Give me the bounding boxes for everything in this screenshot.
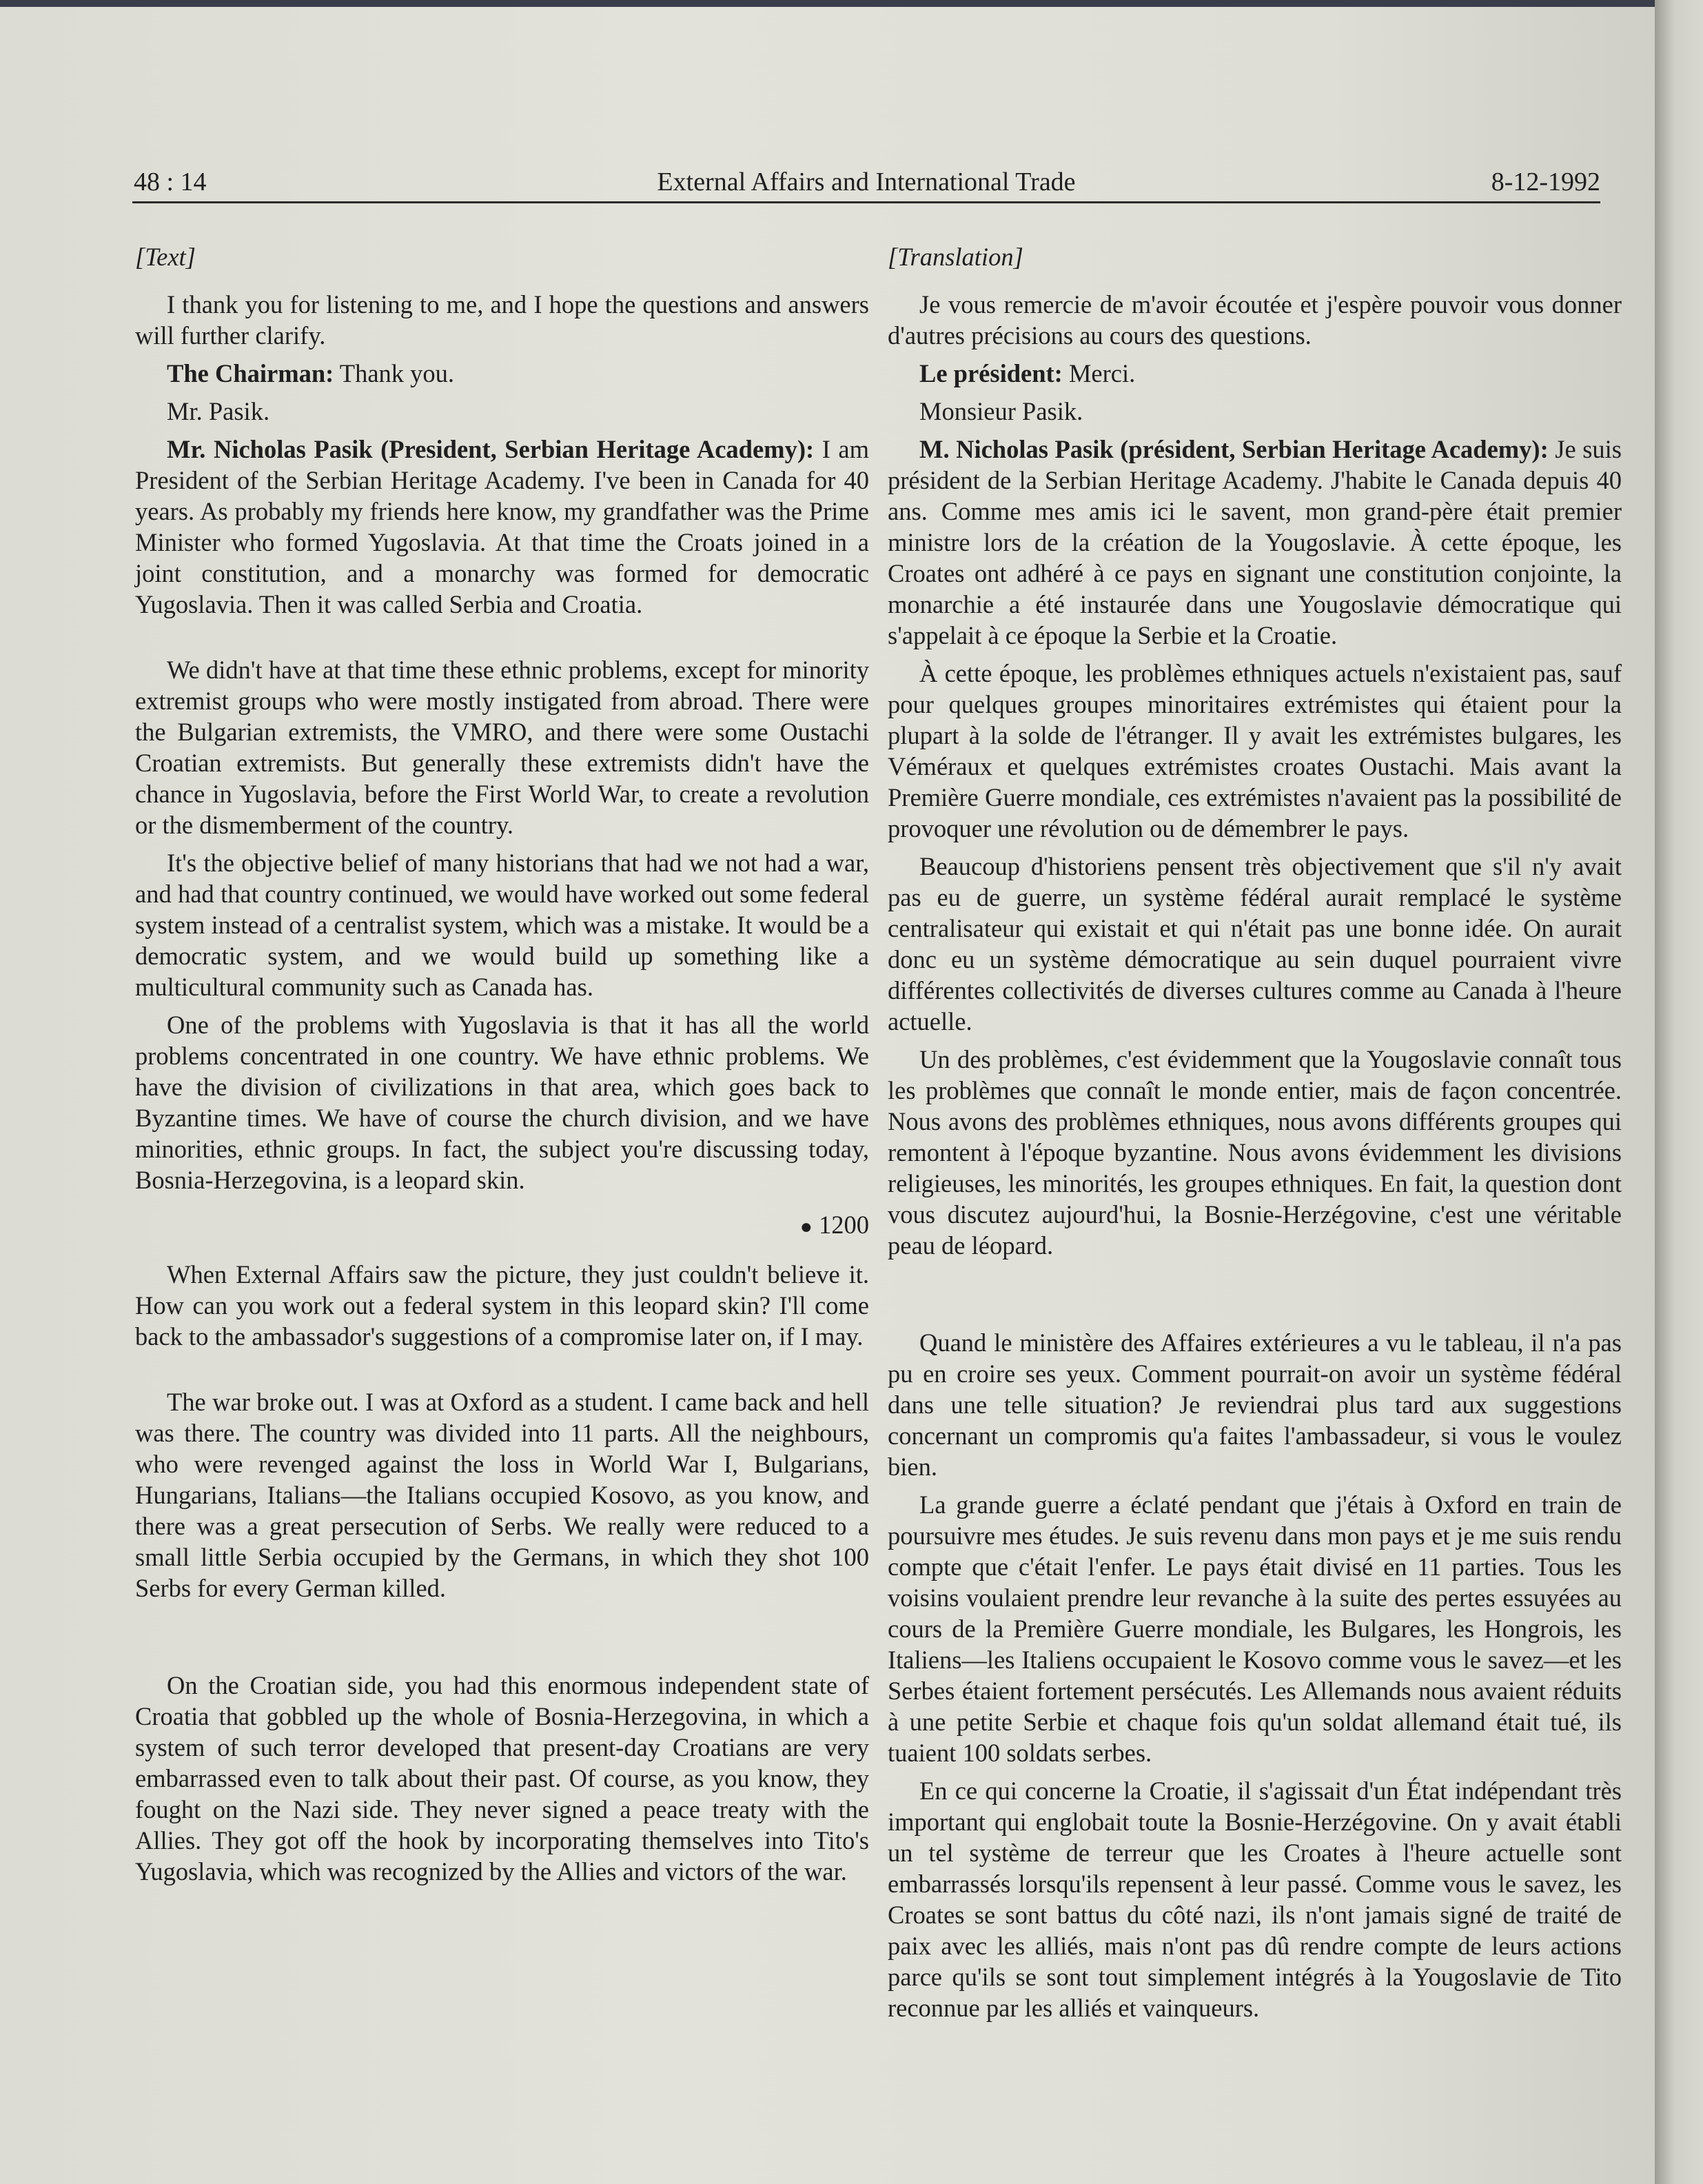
adjacent-page-edge [1655,0,1703,2184]
bullet-icon: ● [799,1215,813,1238]
paragraph [888,434,1622,651]
paragraph: Monsieur Pasik. [919,397,1083,425]
speech-text: I am President of the Serbian Heritage Academy. I've been in Canada for 40 years. As probably my friends here know, my grandfather was the Prime Minister who formed Yugoslavia. At that time the Croats joined in a joint constitution, and a monarchy was formed for democratic Yugoslavia. Then it was called Serbia and Croatia. [135,435,869,618]
translation-tag: [Translation] [888,243,1023,271]
paragraph: Quand le ministère des Affaires extérieures a vu le tableau, il n'a pas pu en croire ses yeux. Comment pourrait-on avoir un système fédéral dans une telle situation? Je reviendrai plus tard aux suggestions concernant un compromis qu'a faites l'ambassadeur, si vous le voulez bien. [888,1328,1622,1481]
paragraph: It's the objective belief of many historians that had we not had a war, and had that country continued, we would have worked out some federal system instead of a centralist system, which was a mistake. It would be a democratic system, and we would build up something like a multicultural community such as Canada has. [135,849,869,1001]
speech-text: Merci. [1062,359,1136,387]
header-date: 8-12-1992 [1491,168,1600,196]
paragraph: Mr. Pasik. [167,397,270,425]
speaker-name: M. Nicholas Pasik (président, Serbian Heritage Academy): [919,435,1549,463]
page-number: 48 : 14 [134,168,207,196]
paragraph: La grande guerre a éclaté pendant que j'étais à Oxford en train de poursuivre mes études. Je suis revenu dans mon pays et je me suis rendu compte que c'était l'enfer. Le pays était divisé en 11 parties. Tous les voisins voulaient prendre leur revanche à la suite des pertes essuyées au cours de la Première Guerre mondiale, les Bulgares, les Hongrois, les Italiens—les Italiens occupaient le Kosovo comme vous le savez—et les Serbes étaient fortement persécutés. Les Allemands nous avaient réduits à une petite Serbie et chaque fois qu'un soldat allemand était tué, ils tuaient 100 soldats serbes. [888,1490,1622,1767]
document-page [0,7,1658,2184]
speech-text: Je suis président de la Serbian Heritage Academy. J'habite le Canada depuis 40 ans. Comme mes amis ici le savent, mon grand-père était premier ministre lors de la création de la Yougoslavie. À cette époque, les Croates ont adhéré à ce pays en signant une constitution conjointe, la monarchie a été instaurée dans une Yougoslavie démocratique qui s'appelait à ce époque la Serbie et la Croatie. [888,435,1622,649]
paragraph: When External Affairs saw the picture, they just couldn't believe it. How can you work out a federal system in this leopard skin? I'll come back to the ambassador's suggestions of a compromise later on, if I may. [135,1260,869,1351]
paragraph: The war broke out. I was at Oxford as a student. I came back and hell was there. The country was divided into 11 parts. All the neighbours, who were revenged against the loss in World War I, Bulgarians, Hungarians, Italians—the Italians occupied Kosovo, as you know, and there was a great persecution of Serbs. We really were reduced to a small little Serbia occupied by the Germans, in which they shot 100 Serbs for every German killed. [135,1388,869,1602]
text-tag: [Text] [135,243,196,271]
speaker-name: The Chairman: [167,359,334,387]
paragraph [135,434,869,620]
paragraph: One of the problems with Yugoslavia is that it has all the world problems concentrated in one country. We have ethnic problems. We have the division of civilizations in that area, which goes back to Byzantine times. We have of course the church division, and we have minorities, ethnic groups. In fact, the subject you're discussing today, Bosnia-Herzegovina, is a leopard skin. [135,1011,869,1194]
english-column [135,241,869,2103]
page-header [132,157,1600,203]
paragraph [135,358,869,389]
paragraph: I thank you for listening to me, and I hope the questions and answers will further clarify. [135,290,869,350]
speaker-name: Mr. Nicholas Pasik (President, Serbian Heritage Academy): [167,435,815,463]
time-marker [135,1209,869,1242]
paragraph: Un des problèmes, c'est évidemment que la Yougoslavie connaît tous les problèmes que connaît le monde entier, mais de façon concentrée. Nous avons des problèmes ethniques, nous avons différents groupes qui remontent à l'époque byzantine. Nous avons évidemment les divisions religieuses, les minorités, les groupes ethniques. En fait, la question dont vous discutez aujourd'hui, la Bosnie-Herzégovine, c'est une véritable peau de léopard. [888,1045,1622,1260]
paragraph: Je vous remercie de m'avoir écoutée et j'espère pouvoir vous donner d'autres précisions au cours des questions. [888,290,1622,350]
paragraph: We didn't have at that time these ethnic problems, except for minority extremist groups who were mostly instigated from abroad. There were the Bulgarian extremists, the VMRO, and there were some Oustachi Croatian extremists. But generally these extremists didn't have the chance in Yugoslavia, before the First World War, to create a revolution or the dismemberment of the country. [135,656,869,839]
speaker-name: Le président: [919,359,1063,387]
speech-text: Thank you. [334,359,455,387]
paragraph [888,358,1622,389]
french-column [888,241,1622,2103]
header-title: External Affairs and International Trade [657,168,1076,196]
paragraph: À cette époque, les problèmes ethniques actuels n'existaient pas, sauf pour quelques groupes minoritaires extrémistes qui étaient pour la plupart à la solde de l'étranger. Il y avait les extrémistes bulgares, les Véméraux et quelques extrémistes croates Oustachi. Mais avant la Première Guerre mondiale, ces extrémistes n'avaient pas la possibilité de provoquer une révolution ou de démembrer le pays. [888,659,1622,842]
paragraph: Beaucoup d'historiens pensent très objectivement que s'il n'y avait pas eu de guerre, un système fédéral aurait remplacé le système centralisateur qui existait et qui n'était pas une bonne idée. On aurait donc eu un système démocratique au sein duquel pourraient vivre différentes collectivités de diverses cultures comme au Canada à l'heure actuelle. [888,852,1622,1035]
paragraph: En ce qui concerne la Croatie, il s'agissait d'un État indépendant très important qui englobait toute la Bosnie-Herzégovine. On y avait établi un tel système de terreur que les Croates à l'heure actuelle sont embarrassés lorsqu'ils repensent à leur passé. Comme vous le savez, les Croates se sont battus du côté nazi, ils n'ont jamais signé de traité de paix avec les alliés, mais n'ont pas dû rendre compte de leurs actions parce qu'ils se sont tout simplement intégrés à la Yougoslavie de Tito reconnue par les alliés et vainqueurs. [888,1777,1622,2022]
paragraph: On the Croatian side, you had this enormous independent state of Croatia that gobbled up the whole of Bosnia-Herzegovina, in which a system of such terror developed that present-day Croatians are very embarrassed even to talk about their past. Of course, as you know, they fought on the Nazi side. They never signed a peace treaty with the Allies. They got off the hook by incorporating themselves into Tito's Yugoslavia, which was recognized by the Allies and victors of the war. [135,1671,869,1885]
time-marker-value: 1200 [819,1211,869,1239]
